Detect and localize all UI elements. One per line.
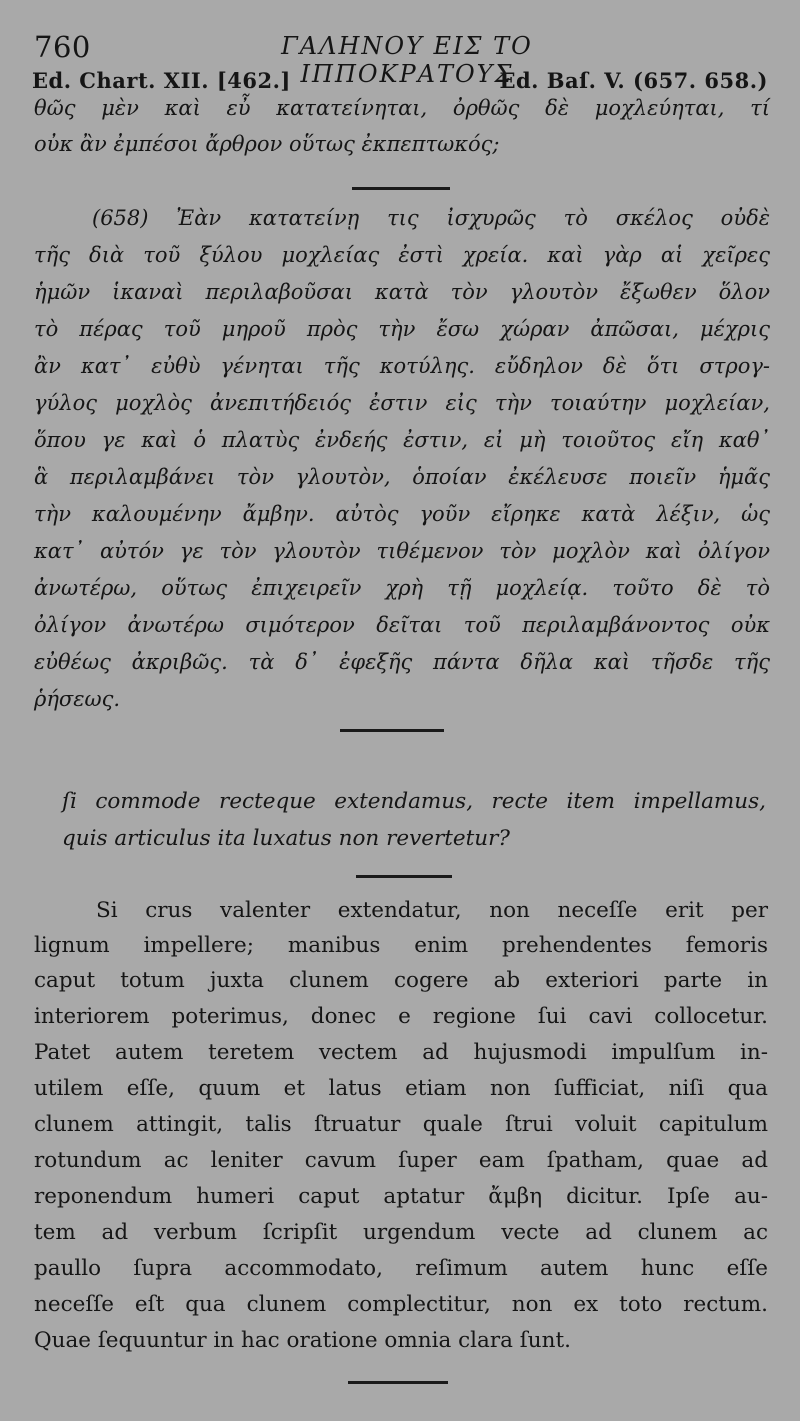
section-divider — [352, 187, 450, 190]
latin-commentary-line: Si crus valenter extendatur, non neceſſe erit per — [96, 898, 768, 923]
greek-intro-line: οὐκ ἂν ἐμπέσοι ἄρθρον οὕτως ἐκπεπτωκός; — [34, 132, 500, 156]
edition-basel-reference: Ed. Baſ. V. (657. 658.) — [499, 68, 768, 93]
greek-commentary-line: τῆς διὰ τοῦ ξύλου μοχλείας ἐστὶ χρεία. καὶ γὰρ αἱ χεῖρες — [34, 243, 770, 267]
greek-commentary-line: ἡμῶν ἱκαναὶ περιλαβοῦσαι κατὰ τὸν γλουτὸν ἔξωθεν ὅλον — [34, 280, 770, 304]
section-divider — [356, 875, 452, 878]
page-number: 760 — [34, 30, 91, 64]
edition-chart-reference: Ed. Chart. XII. [462.] — [32, 68, 291, 93]
greek-commentary-line: γύλος μοχλὸς ἀνεπιτήδειός ἐστιν εἰς τὴν τοιαύτην μοχλείαν, — [34, 391, 770, 415]
greek-commentary-line: ὅπου γε καὶ ὁ πλατὺς ἐνδεής ἐστιν, εἰ μὴ τοιοῦτος εἴη καθ᾽ — [34, 428, 770, 452]
latin-commentary-line: neceſſe eſt qua clunem complectitur, non ex toto rectum. — [34, 1292, 768, 1317]
latin-commentary-line: interiorem poterimus, donec e regione ſui cavi collocetur. — [34, 1004, 768, 1029]
latin-commentary-line: Patet autem teretem vectem ad hujusmodi impulſum in- — [34, 1040, 768, 1065]
greek-intro-line: θῶς μὲν καὶ εὖ κατατείνηται, ὀρθῶς δὲ μοχλεύηται, τί — [34, 96, 770, 120]
greek-commentary-line: (658) Ἐὰν κατατείνῃ τις ἰσχυρῶς τὸ σκέλος οὐδὲ — [92, 206, 770, 230]
running-title: ΓΑΛΗΝΟΥ ΕΙΣ ΤΟ ΙΠΠΟΚΡΑΤΟΥΣ — [281, 32, 533, 88]
latin-commentary-line: caput totum juxta clunem cogere ab exteriori parte in — [34, 968, 768, 993]
greek-commentary-line: ἃ περιλαμβάνει τὸν γλουτὸν, ὁποίαν ἐκέλευσε ποιεῖν ἡμᾶς — [34, 465, 770, 489]
latin-commentary-line: utilem eſſe, quum et latus etiam non ſufficiat, niſi qua — [34, 1076, 768, 1101]
greek-commentary-line: τὴν καλουμένην ἄμβην. αὐτὸς γοῦν εἴρηκε κατὰ λέξιν, ὡς — [34, 502, 770, 526]
greek-commentary-line: τὸ πέρας τοῦ μηροῦ πρὸς τὴν ἔσω χώραν ἀπῶσαι, μέχρις — [34, 317, 770, 341]
latin-commentary-line: paullo ſupra accommodato, reſimum autem hunc eſſe — [34, 1256, 768, 1281]
latin-intro-line: ſi commode recteque extendamus, recte item impellamus, — [62, 789, 766, 814]
greek-commentary-line: ῥήσεως. — [34, 687, 121, 711]
greek-commentary-line: κατ᾽ αὐτόν γε τὸν γλουτὸν τιθέμενον τὸν μοχλὸν καὶ ὀλίγον — [34, 539, 770, 563]
greek-commentary-line: εὐθέως ἀκριβῶς. τὰ δ᾽ ἐφεξῆς πάντα δῆλα καὶ τῆσδε τῆς — [34, 650, 770, 674]
latin-commentary-line: clunem attingit, talis ſtruatur quale ſtrui voluit capitulum — [34, 1112, 768, 1137]
greek-commentary-line: ἀνωτέρω, οὕτως ἐπιχειρεῖν χρὴ τῇ μοχλείᾳ. τοῦτο δὲ τὸ — [34, 576, 770, 600]
latin-intro-line: quis articulus ita luxatus non revertetur? — [62, 826, 510, 851]
latin-commentary-line: reponendum humeri caput aptatur ἄμβη dicitur. Ipſe au- — [34, 1184, 768, 1209]
latin-commentary-line: lignum impellere; manibus enim prehendentes femoris — [34, 933, 768, 958]
greek-commentary-line: ὀλίγον ἀνωτέρω σιμότερον δεῖται τοῦ περιλαμβάνοντος οὐκ — [34, 613, 770, 637]
section-divider — [340, 729, 444, 732]
greek-commentary-line: ἂν κατ᾽ εὐθὺ γένηται τῆς κοτύλης. εὔδηλον δὲ ὅτι στρογ- — [34, 354, 770, 378]
latin-commentary-line: Quae ſequuntur in hac oratione omnia clara ſunt. — [34, 1328, 571, 1353]
latin-commentary-line: tem ad verbum ſcripſit urgendum vecte ad clunem ac — [34, 1220, 768, 1245]
section-divider — [348, 1381, 448, 1384]
latin-commentary-line: rotundum ac leniter cavum ſuper eam ſpatham, quae ad — [34, 1148, 768, 1173]
